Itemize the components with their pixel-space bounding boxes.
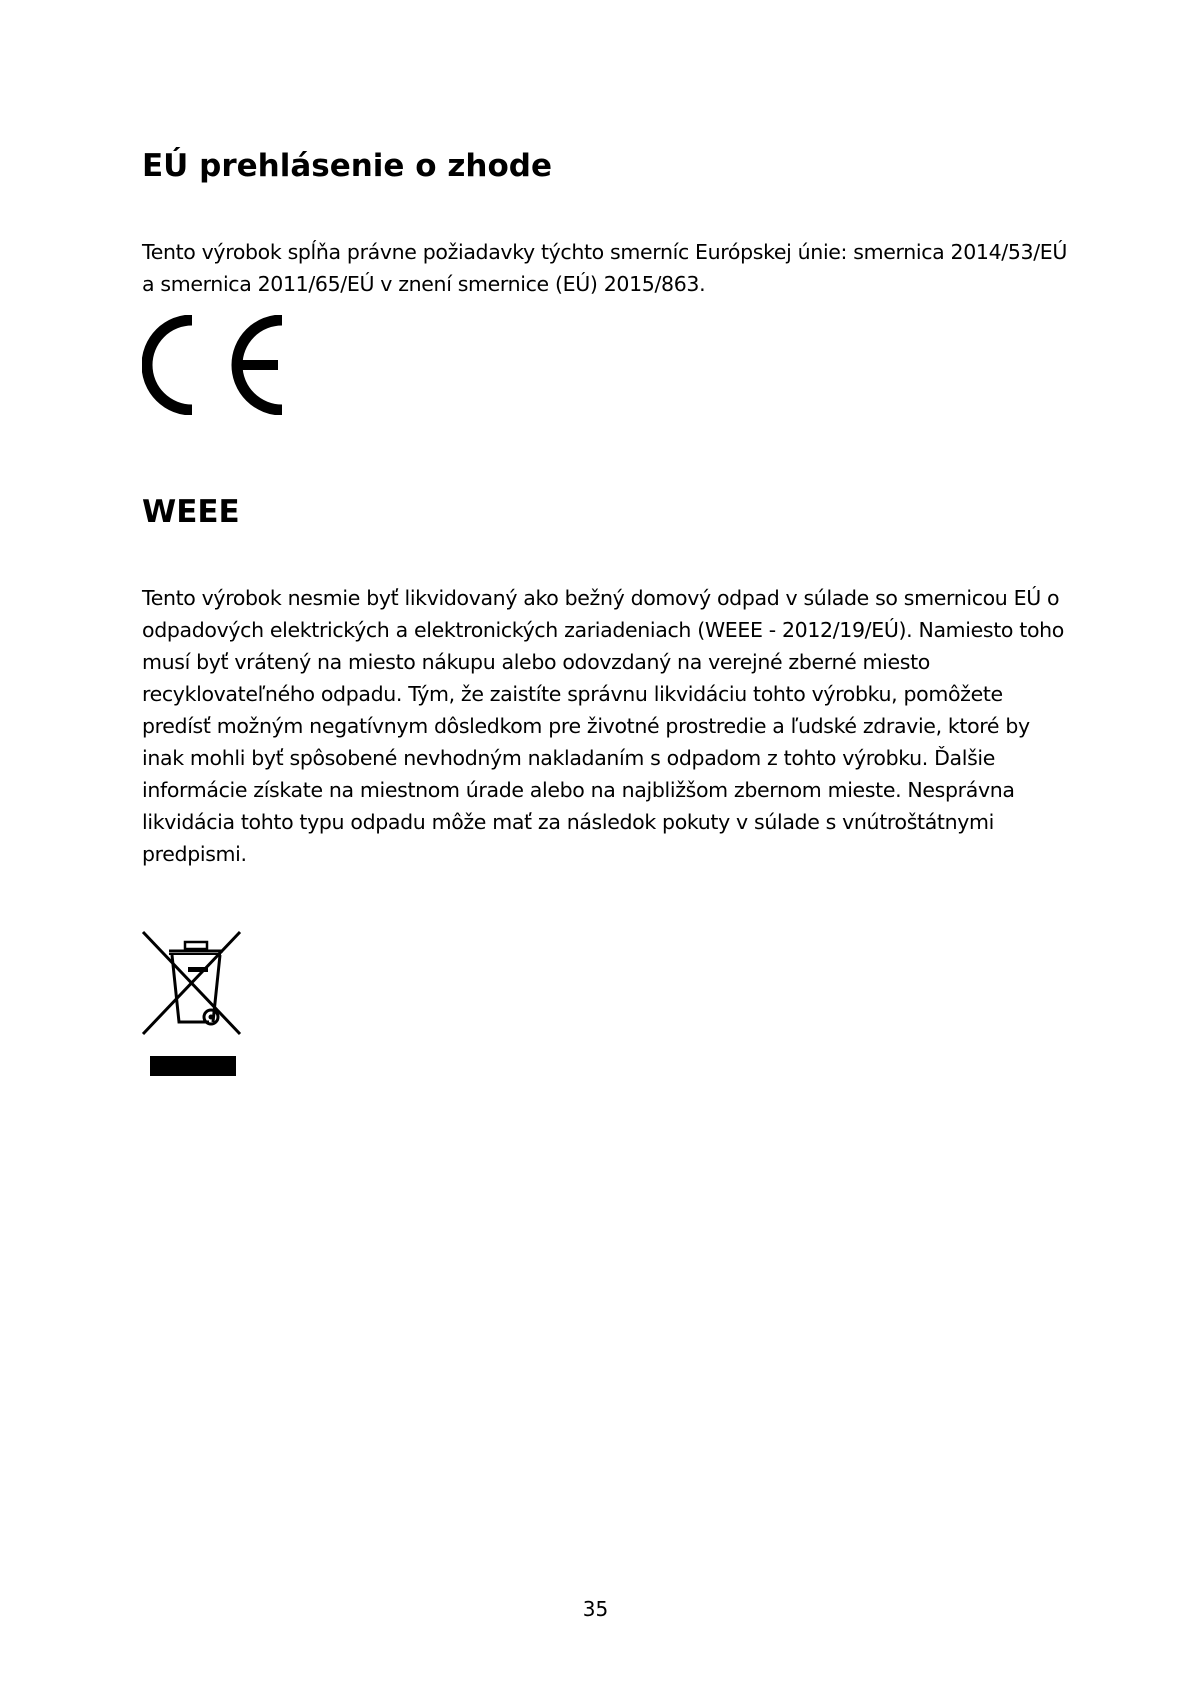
crossed-out-wheelie-bin-icon bbox=[141, 930, 245, 1078]
ce-mark-icon bbox=[142, 315, 282, 415]
paragraph-line: odpadových elektrických a elektronických zariadeniach (WEEE - 2012/19/EÚ). Namiesto toho bbox=[142, 618, 1064, 642]
paragraph-line: Tento výrobok spĺňa právne požiadavky týchto smerníc Európskej únie: smernica 2014/53/EÚ bbox=[142, 240, 1068, 264]
declaration-paragraph bbox=[142, 236, 1068, 300]
paragraph-line: likvidácia tohto typu odpadu môže mať za následok pokuty v súlade s vnútroštátnymi bbox=[142, 810, 995, 834]
paragraph-line: informácie získate na miestnom úrade alebo na najbližšom zbernom mieste. Nesprávna bbox=[142, 778, 1015, 802]
paragraph-line: a smernica 2011/65/EÚ v znení smernice (EÚ) 2015/863. bbox=[142, 272, 706, 296]
weee-paragraph bbox=[142, 582, 1062, 870]
paragraph-line: predísť možným negatívnym dôsledkom pre životné prostredie a ľudské zdravie, ktoré by bbox=[142, 714, 1030, 738]
paragraph-line: musí byť vrátený na miesto nákupu alebo odovzdaný na verejné zberné miesto bbox=[142, 650, 930, 674]
paragraph-line: predpismi. bbox=[142, 842, 247, 866]
page-number: 35 bbox=[582, 1597, 609, 1621]
paragraph-line: Tento výrobok nesmie byť likvidovaný ako bežný domový odpad v súlade so smernicou EÚ o bbox=[142, 586, 1060, 610]
paragraph-line: inak mohli byť spôsobené nevhodným nakladaním s odpadom z tohto výrobku. Ďalšie bbox=[142, 746, 996, 770]
weee-heading: WEEE bbox=[142, 494, 240, 530]
paragraph-line: recyklovateľného odpadu. Tým, že zaistíte správnu likvidáciu tohto výrobku, pomôžete bbox=[142, 682, 1003, 706]
declaration-heading: EÚ prehlásenie o zhode bbox=[142, 148, 552, 184]
